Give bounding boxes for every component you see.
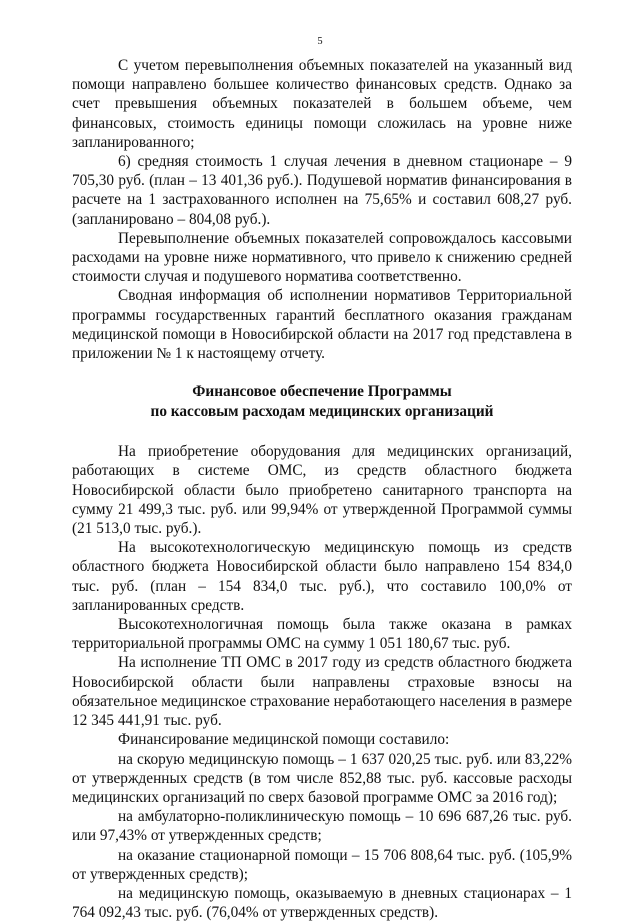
paragraph: Высокотехнологичная помощь была также оказана в рамках территориальной программы ОМС на сумму 1 051 180,67 тыс. руб. bbox=[72, 616, 572, 653]
document-body bbox=[72, 56, 572, 922]
paragraph: С учетом перевыполнения объемных показателей на указанный вид помощи направлено большее количество финансовых средств. Однако за счет превышения объемных показателей в большем объеме, чем финансовых, стоимость единицы помощи сложилась на уровне ниже запланированного; bbox=[72, 57, 572, 151]
page-number: 5 bbox=[317, 36, 323, 47]
paragraph: 6) средняя стоимость 1 случая лечения в дневном стационаре – 9 705,30 руб. (план – 13 401,36 руб.). Подушевой норматив финансирования в расчете на 1 застрахованного исполнен на 75,65% и составил 608,27 руб. (запланировано – 804,08 руб.). bbox=[72, 153, 572, 228]
paragraph: на скорую медицинскую помощь – 1 637 020,25 тыс. руб. или 83,22% от утвержденных средств (в том числе 852,88 тыс. руб. кассовые расходы медицинских организаций по сверх базовой программе ОМС за 2016 год); bbox=[72, 750, 572, 806]
section-heading-line-1: Финансовое обеспечение Программы bbox=[192, 383, 452, 401]
paragraph: на оказание стационарной помощи – 15 706 808,64 тыс. руб. (105,9% от утвержденных средств); bbox=[72, 846, 572, 883]
paragraph: на медицинскую помощь, оказываемую в дневных стационарах – 1 764 092,43 тыс. руб. (76,04% от утвержденных средств). bbox=[72, 884, 572, 922]
paragraph: Сводная информация об исполнении нормативов Территориальной программы государственных гарантий бесплатного оказания гражданам медицинской помощи в Новосибирской области на 2017 год представлена в приложении № 1 к настоящему отчету. bbox=[72, 287, 572, 363]
paragraph: На высокотехнологическую медицинскую помощь из средств областного бюджета Новосибирской области было направлено 154 834,0 тыс. руб. (план – 154 834,0 тыс. руб.), что составило 100,0% от запланированных средств. bbox=[72, 539, 572, 614]
paragraph: На исполнение ТП ОМС в 2017 году из средств областного бюджета Новосибирской области были направлены страховые взносы на обязательное медицинское страхование неработающего населения в размере 12 345 441,91 тыс. руб. bbox=[72, 654, 572, 730]
section-heading-line-2: по кассовым расходам медицинских организаций bbox=[150, 402, 494, 420]
paragraph: На приобретение оборудования для медицинских организаций, работающих в системе ОМС, из средств областного бюджета Новосибирской области было приобретено санитарного транспорта на сумму 21 499,3 тыс. руб. или 99,94% от утвержденной Программой суммы (21 513,0 тыс. руб.). bbox=[72, 443, 572, 538]
paragraph: Перевыполнение объемных показателей сопровождалось кассовыми расходами на уровне ниже нормативного, что привело к снижению средней стоимости случая и подушевого норматива соответственно. bbox=[72, 229, 572, 286]
paragraph: на амбулаторно-поликлиническую помощь – 10 696 687,26 тыс. руб. или 97,43% от утвержденных средств; bbox=[72, 808, 572, 845]
paragraph: Финансирование медицинской помощи составило: bbox=[118, 731, 450, 749]
